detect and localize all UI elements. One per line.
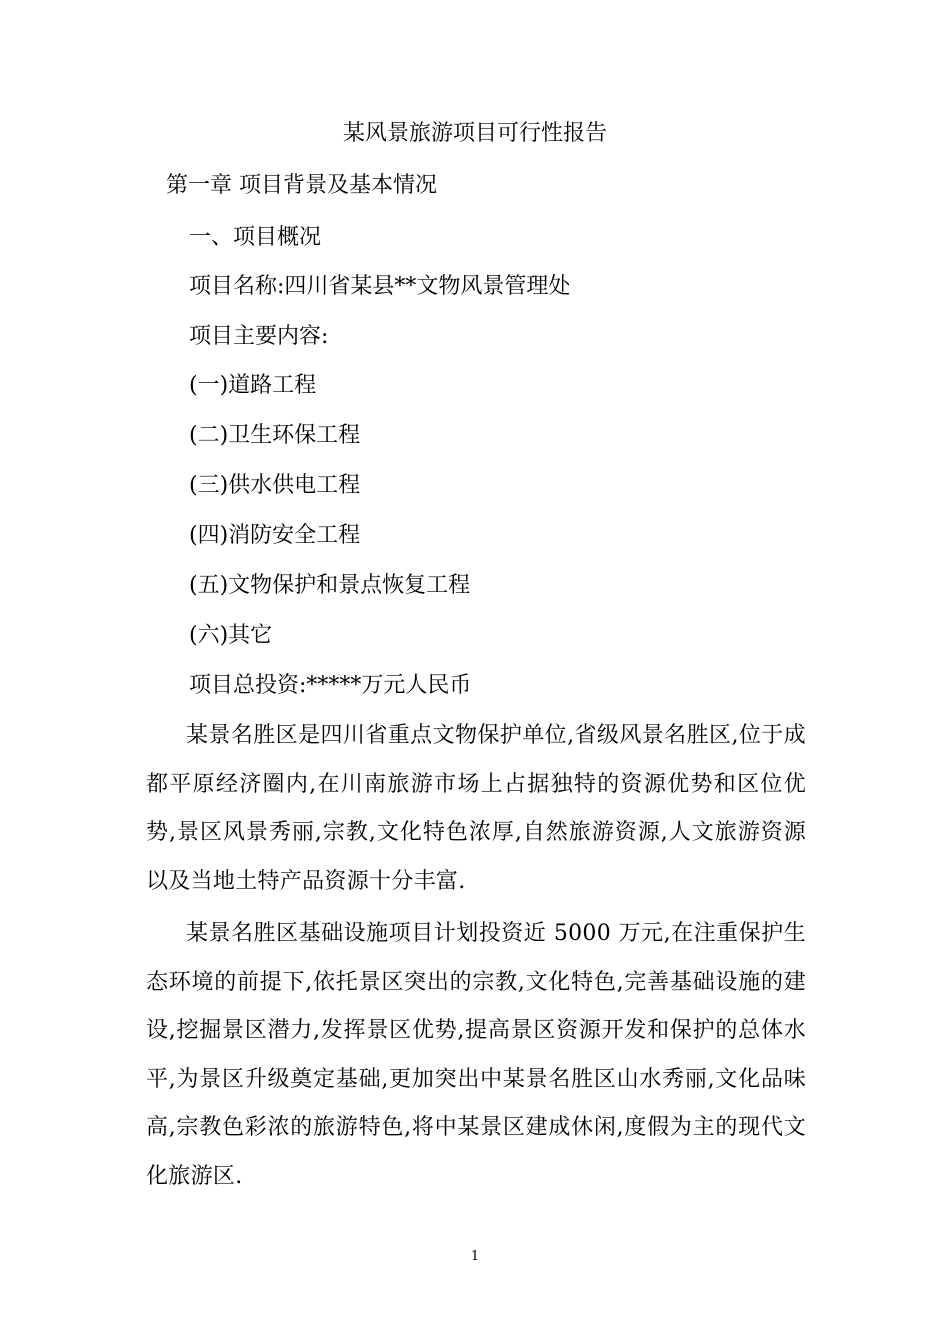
- content-item: (三)供水供电工程: [189, 473, 361, 498]
- content-item: (二)卫生环保工程: [189, 423, 361, 448]
- page-number: 1: [470, 1249, 480, 1264]
- chapter-heading: 第一章 项目背景及基本情况: [166, 173, 437, 198]
- content-heading: 项目主要内容:: [189, 324, 329, 349]
- project-name: 项目名称:四川省某县**文物风景管理处: [189, 274, 571, 299]
- content-item: (四)消防安全工程: [189, 523, 361, 548]
- body-paragraph: 某景名胜区基础设施项目计划投资近 5000 万元,在注重保护生态环境的前提下,依托景区突出的宗教,文化特色,完善基础设施的建设,挖掘景区潜力,发挥景区优势,提高景区资源开发和保护的总体水平,为景区升级奠定基础,更加突出中某景名胜区山水秀丽,文化品味高,宗教色彩浓的旅游特色,将中某景区建成休闲,度假为主的现代文化旅游区.: [146, 921, 806, 1189]
- section-heading: 一、项目概况: [189, 225, 322, 250]
- total-investment: 项目总投资:*****万元人民币: [189, 673, 472, 698]
- content-item: (五)文物保护和景点恢复工程: [189, 573, 471, 598]
- content-item: (一)道路工程: [189, 373, 317, 398]
- document-title: 某风景旅游项目可行性报告: [342, 121, 607, 146]
- content-item: (六)其它: [189, 623, 273, 648]
- body-paragraph: 某景名胜区是四川省重点文物保护单位,省级风景名胜区,位于成都平原经济圈内,在川南旅游市场上占据独特的资源优势和区位优势,景区风景秀丽,宗教,文化特色浓厚,自然旅游资源,人文旅游资源以及当地土特产品资源十分丰富.: [146, 723, 806, 894]
